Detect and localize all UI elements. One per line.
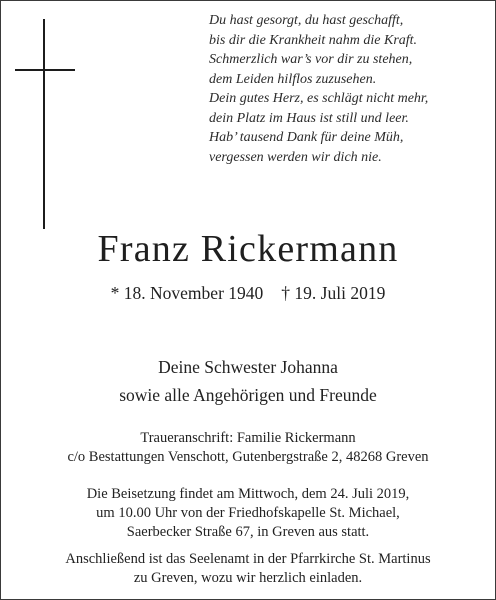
poem-line: dem Leiden hilflos zuzusehen. [209,71,377,87]
poem-line: Dein gutes Herz, es schlägt nicht mehr, [209,91,429,106]
address-line: Traueranschrift: Familie Rickermann [140,430,356,446]
life-dates [1,283,495,304]
birth-date: * 18. November 1940 [110,283,264,303]
poem-line: Schmerzlich war’s vor dir zu stehen, [209,52,413,67]
mourners-block [1,353,495,409]
poem-line: vergessen werden wir dich nie. [209,149,382,165]
requiem-line: zu Greven, wozu wir herzlich einladen. [133,570,363,586]
requiem-line: Anschließend ist das Seelenamt in der Pfarrkirche St. Martinus [65,551,431,567]
poem-line: Du hast gesorgt, du hast geschafft, [209,13,404,28]
mourner-line: Deine Schwester Johanna [158,357,338,377]
funeral-details [1,485,495,542]
requiem-details [1,550,495,588]
poem-line: Hab’ tausend Dank für deine Müh, [209,130,404,145]
funeral-line: um 10.00 Uhr von der Friedhofskapelle St. Michael, [96,505,400,521]
cross-vertical-bar [43,19,45,229]
cross-horizontal-bar [15,69,75,71]
mourner-line: sowie alle Angehörigen und Freunde [119,385,377,405]
memorial-poem [209,11,489,167]
deceased-name: Franz Rickermann [97,228,399,270]
mourning-address [1,429,495,467]
funeral-line: Saerbecker Straße 67, in Greven aus statt. [126,524,370,540]
poem-line: dein Platz im Haus ist still und leer. [209,110,409,126]
funeral-line: Die Beisetzung findet am Mittwoch, dem 24. Juli 2019, [86,486,410,502]
death-date: † 19. Juli 2019 [281,283,386,303]
poem-line: bis dir die Krankheit nahm die Kraft. [209,32,418,48]
address-line: c/o Bestattungen Venschott, Gutenbergstraße 2, 48268 Greven [67,449,429,465]
